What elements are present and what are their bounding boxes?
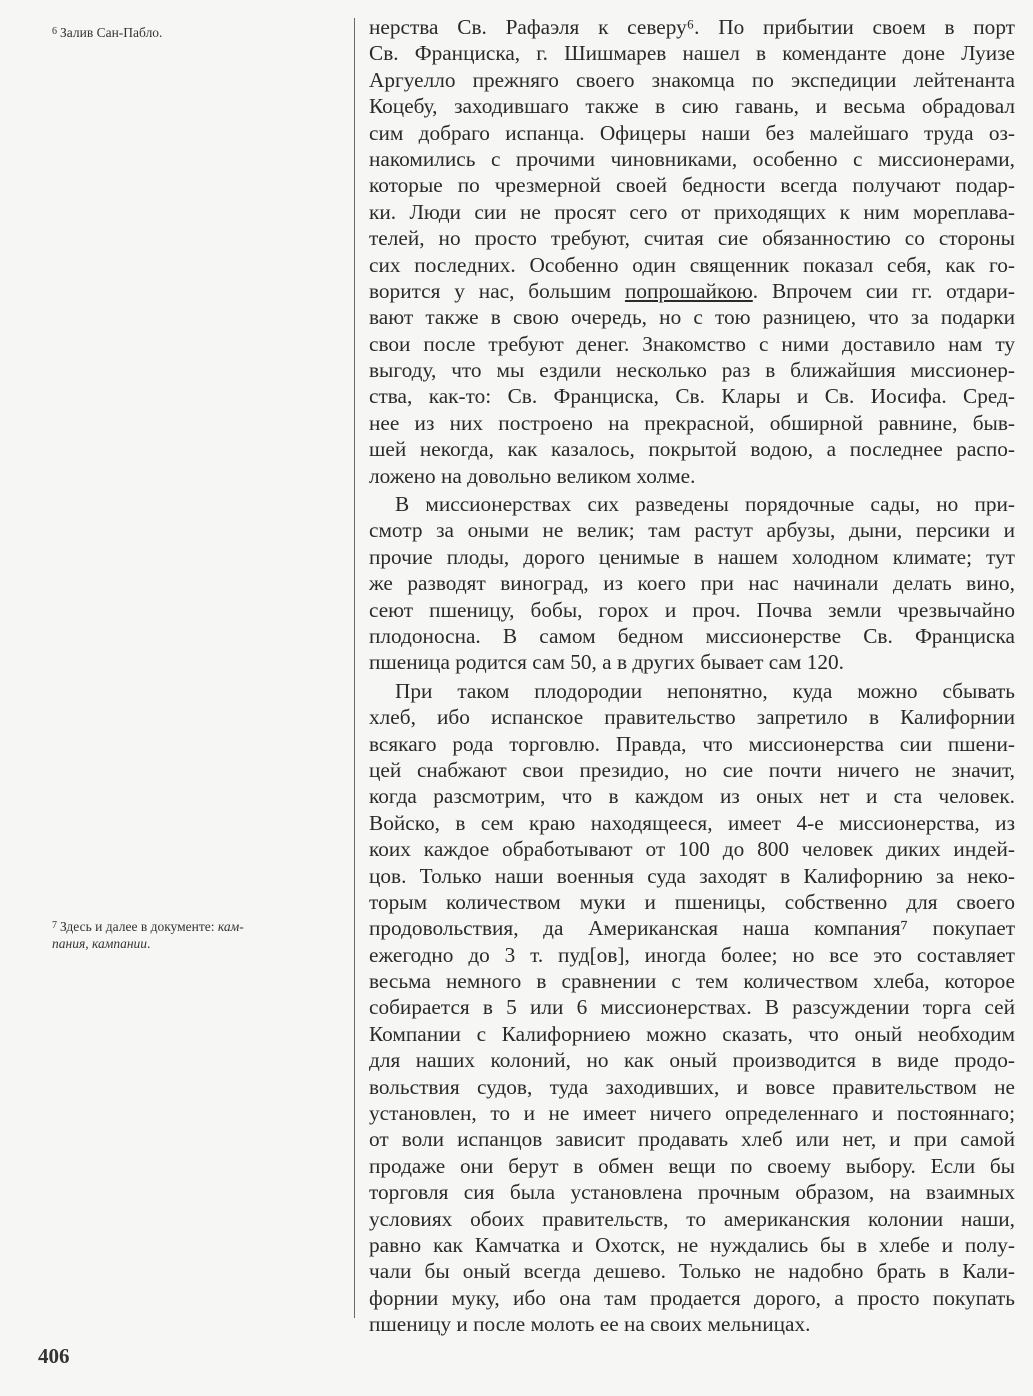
underlined-word: попрошайкою xyxy=(624,278,753,303)
text-line: пшеница родится сам 50, а в других бывает сам 120. xyxy=(369,650,844,675)
text-line: всякаго рода торговлю. Правда, что миссионерства сии пшени- xyxy=(369,731,1015,756)
text-line: телей, но просто требуют, считая сие обязанностию со стороны xyxy=(369,226,1015,251)
text-line: продаже они берут в обмен вещи по своему выбору. Если бы xyxy=(369,1153,1015,1178)
text-line: В миссионерствах сих разведены порядочные сады, но при- xyxy=(395,492,1015,517)
text-line: ства, как-то: Св. Франциска, Св. Клары и Св. Иосифа. Сред- xyxy=(369,384,1015,409)
text-line: Коцебу, заходившаго также в сию гавань, и весьма обрадовал xyxy=(369,94,1015,119)
footnote-number: 7 xyxy=(52,920,57,931)
text-line: для наших колоний, но как оный производится в виде продо- xyxy=(369,1048,1015,1073)
paragraph xyxy=(369,491,1015,676)
page-number: 406 xyxy=(38,1344,70,1368)
text-line: шей некогда, как казалось, покрытой водою, а последнее распо- xyxy=(369,437,1015,462)
footnote-punct: . xyxy=(147,936,151,951)
text-line: продовольствия, да Американская наша компания⁷ покупает xyxy=(369,916,1015,941)
text-line: ки. Люди сии не просят сего от приходящих к ним мореплава- xyxy=(369,199,1015,224)
paragraph xyxy=(369,678,1015,1338)
footnote-italic: пания, кампании xyxy=(52,936,148,951)
text-line: ложено на довольно великом холме. xyxy=(369,463,696,488)
text-line: сим добраго испанца. Офицеры наши без малейшаго труда оз- xyxy=(369,120,1015,145)
text-line: вают также в свою очередь, но с тою разницею, что за подарки xyxy=(369,305,1015,330)
text-line: весьма немного в сравнении с тем количеством хлеба, которое xyxy=(369,969,1015,994)
footnote-7 xyxy=(52,918,337,952)
text-line: сих последних. Особенно один священник показал себя, как го- xyxy=(369,252,1015,277)
text-line: свои после требуют денег. Знакомство с ними доставило нам ту xyxy=(369,331,1015,356)
text-line: торговля сия была установлена прочным образом, на взаимных xyxy=(369,1180,1015,1205)
text-line: коих каждое обработывают от 100 до 800 человек диких индей- xyxy=(369,837,1015,862)
text-line: Компании с Калифорниею можно сказать, что оный необходим xyxy=(369,1021,1015,1046)
text-line: чали бы оный всегда дешево. Только не надобно брать в Кали- xyxy=(369,1259,1015,1284)
main-text xyxy=(369,14,1015,1340)
text-line: от воли испанцов зависит продавать хлеб или нет, и при самой xyxy=(369,1127,1015,1152)
text-line: торым количеством муки и пшеницы, собственно для своего xyxy=(369,889,1015,914)
text-line: плодоносна. В самом бедном миссионерстве Св. Франциска xyxy=(369,623,1015,648)
text-line: накомились с прочими чиновниками, особенно с миссионерами, xyxy=(369,146,1015,171)
text-segment: ворится у нас, большим xyxy=(369,278,625,303)
text-line: Св. Франциска, г. Шишмарев нашел в коменданте доне Луизе xyxy=(369,41,1015,66)
text-line: цов. Только наши военныя суда заходят в Калифорнию за неко- xyxy=(369,863,1015,888)
text-line: сеют пшеницу, бобы, горох и проч. Почва земли чрезвычайно xyxy=(369,597,1015,622)
text-line: форнии муку, ибо она там продается дорого, а просто покупать xyxy=(369,1285,1015,1310)
text-line: нее из них построено на прекрасной, обширной равнине, быв- xyxy=(369,410,1015,435)
text-line: выгоду, что мы ездили несколько раз в ближайшия миссионер- xyxy=(369,358,1015,383)
text-line: равно как Камчатка и Охотск, не нуждались бы в хлебе и полу- xyxy=(369,1232,1015,1257)
text-line: установлен, то и не имеет ничего определеннаго и постояннаго; xyxy=(369,1101,1015,1126)
text-line: же разводят виноград, из коего при нас начинали делать вино, xyxy=(369,571,1015,596)
text-line: прочие плоды, дорого ценимые в нашем холодном климате; тут xyxy=(369,544,1015,569)
text-line: нерства Св. Рафаэля к северу⁶. По прибытии своем в порт xyxy=(369,15,1015,39)
paragraph xyxy=(369,14,1015,489)
footnote-text: Здесь и далее в документе: xyxy=(60,919,218,934)
column-divider xyxy=(354,18,355,1318)
text-line: При таком плодородии непонятно, куда можно сбывать xyxy=(395,678,1015,703)
text-line: вольствия судов, туда заходивших, и вовсе правительством не xyxy=(369,1074,1015,1099)
footnote-text: Залив Сан-Пабло. xyxy=(60,25,163,40)
text-line: которые по чрезмерной своей бедности всегда получают подар- xyxy=(369,173,1015,198)
text-line: хлеб, ибо испанское правительство запретило в Калифорнии xyxy=(369,705,1015,730)
text-line: ежегодно до 3 т. пуд[ов], иногда более; но все это составляет xyxy=(369,942,1015,967)
text-line: условиях обоих правительств, то американския колонии наши, xyxy=(369,1206,1015,1231)
text-line: Аргуелло прежняго своего знакомца по экспедиции лейтенанта xyxy=(369,67,1015,92)
footnote-number: 6 xyxy=(52,26,57,37)
text-segment: . Впрочем сии гг. отдари- xyxy=(752,278,1015,303)
text-line xyxy=(369,278,1015,304)
text-line: пшеницу и после молоть ее на своих мельницах. xyxy=(369,1312,811,1337)
text-line: собирается в 5 или 6 миссионерствах. В разсуждении торга сей xyxy=(369,995,1015,1020)
footnote-italic: кам- xyxy=(217,919,244,934)
text-line: цей снабжают свои президио, но сие почти ничего не значит, xyxy=(369,757,1015,782)
text-line: Войско, в сем краю находящееся, имеет 4-е миссионерства, из xyxy=(369,810,1015,835)
text-line: смотр за оными не велик; там растут арбузы, дыни, персики и xyxy=(369,518,1015,543)
text-line: когда разсмотрим, что в каждом из оных нет и ста человек. xyxy=(369,784,1015,809)
footnote-6 xyxy=(52,24,337,41)
